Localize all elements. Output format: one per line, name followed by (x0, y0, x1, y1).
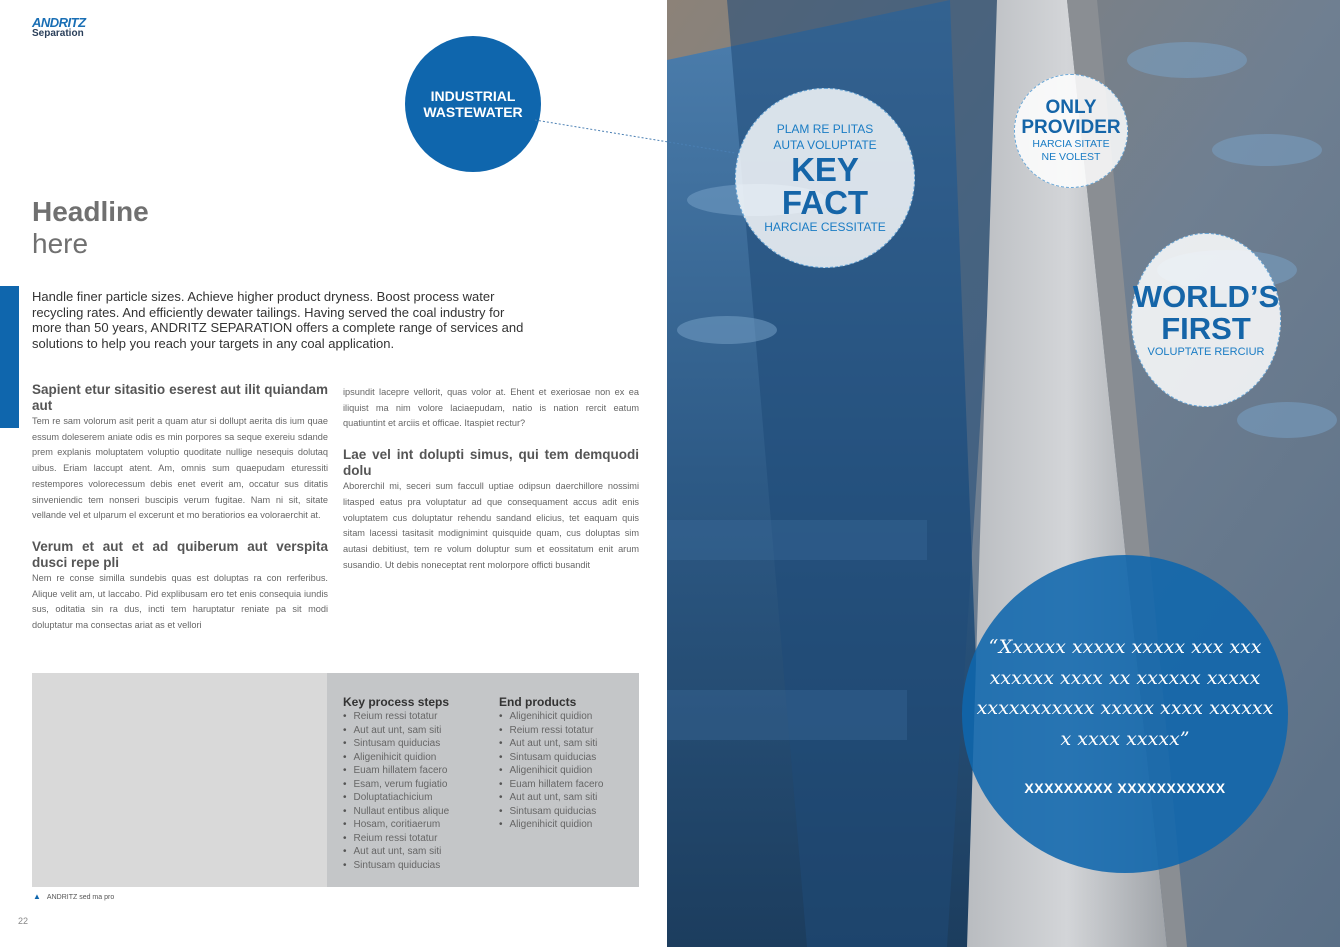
section-1-title: Sapient etur sitasitio eserest aut ilit quiandam aut (32, 382, 328, 413)
list-item: • Sintusam quiducias (343, 737, 449, 751)
accent-bar (0, 286, 19, 428)
keyfact-top2: AUTA VOLUPTATE (773, 138, 877, 152)
list-item: • Sintusam quiducias (343, 859, 449, 873)
list-item: • Reium ressi totatur (499, 724, 603, 738)
list-item: • Aut aut unt, sam siti (499, 791, 603, 805)
page-headline (32, 196, 149, 260)
worlds-first-circle (1131, 233, 1281, 407)
list-item: • Aligenihicit quidion (499, 710, 603, 724)
andritz-logo (32, 17, 86, 39)
list-item: • Euam hillatem facero (343, 764, 449, 778)
key-fact-circle (735, 88, 915, 268)
only-big1: ONLY (1045, 97, 1097, 118)
list-item: • Aut aut unt, sam siti (343, 845, 449, 859)
connector-line (535, 115, 735, 155)
triangle-icon: ▲ (33, 892, 41, 901)
only-big2: PROVIDER (1021, 117, 1121, 138)
list-item: • Aut aut unt, sam siti (343, 724, 449, 738)
keyfact-top1: PLAM RE PLITAS (776, 122, 874, 136)
section-1-body: Tem re sam volorum asit perit a quam atur si dollupt aerita dis ium quae essum doleserem aniate odis es min porpores sa seque exereiu sdande prem explanis moluptatem voluptio quoditate nullige nesequis dolutaq uibus. Eriam laccupt atent. Am, omnis sum quaepudam eturessiti restempores volorecessum debis enet everit am, occatur sus ditatis sinveniendic tem nonseri buscipis verum fugitae. Nam ni sit, sitate vellande vel et ulparum el excerunt et mo beratiorios ea voloraerchit at. (32, 416, 328, 521)
list-item: • Doluptatiachicium (343, 791, 449, 805)
keyfact-bottom: HARCIAE CESSITATE (764, 220, 886, 234)
only-provider-circle (1014, 74, 1128, 188)
section-2-title: Verum et aut et ad quiberum aut verspita dusci repe pli (32, 538, 328, 570)
logo-sub: Separation (32, 28, 84, 39)
list-item: • Aligenihicit quidion (499, 818, 603, 832)
key-process-steps (343, 695, 449, 872)
quote-text: “Xxxxxx xxxxx xxxxx xxx xxx xxxxxx xxxx xx xxxxxx xxxxx xxxxxxxxxxx xxxxx xxxx xxxxxx x xxxx xxxxx” (976, 636, 1274, 750)
section-2-body: Nem re conse similla sundebis quas est doluptas ra con rerferibus. Alique velit am, ut laccabo. Pid explibusam ero tet enis consequia iundis sus, oditatia sin ra dus, incti tem haruptatur reniate pa sit modi doluptatur ma consectas ariat as et vellori (32, 572, 328, 631)
badge-line1: INDUSTRIAL (430, 88, 516, 104)
list-item: • Esam, verum fugiatio (343, 778, 449, 792)
headline-line1: Headline (32, 196, 149, 227)
text-column-2 (343, 385, 639, 573)
end-products (499, 695, 603, 832)
world-big2: FIRST (1161, 311, 1251, 346)
list-item: • Reium ressi totatur (343, 832, 449, 846)
only-s1: HARCIA SITATE (1032, 138, 1110, 150)
list-item: • Reium ressi totatur (343, 710, 449, 724)
section-3-title: Lae vel int dolupti simus, qui tem demquodi dolu (343, 447, 639, 479)
industrial-wastewater-badge (405, 36, 541, 172)
only-s2: NE VOLEST (1041, 151, 1101, 163)
list-item: • Euam hillatem facero (499, 778, 603, 792)
section-3-body: Aborerchil mi, seceri sum faccull uptiae odipsun daerchillore nossimi litasped eatus pra voluptatur ad que consequament accus adit enis voluptatem cus doluptatur rehendu sandand elicius, tet eaquam quis sitam lacessi tasitasit modignimint quisquide quam, cus doluptas sim autasi debitiust, tem re volum doluptur sum et eossitatum enit arum susandio. Ut debis noneceptat rent molorpore officti busandit (343, 481, 639, 570)
list-item: • Hosam, coritiaerum (343, 818, 449, 832)
caption-text: ANDRITZ sed ma pro (46, 894, 115, 901)
section-2-continued: ipsundit lacepre vellorit, quas volor at. Ehent et exeriosae non ex ea iliquist ma nim volore laciaepudam, natio is nation rercit eatum quatiuntint et arciis et officae. Itaspiet rectur? (343, 387, 639, 429)
headline-line2: here (32, 228, 89, 259)
keyfact-big2: FACT (781, 184, 869, 221)
keyfact-big1: KEY (791, 151, 859, 188)
list-item: • Aligenihicit quidion (499, 764, 603, 778)
list-item: • Sintusam quiducias (499, 751, 603, 765)
logo-brand: ANDRITZ (32, 15, 86, 30)
world-big1: WORLD’S (1132, 279, 1280, 314)
list-item: • Sintusam quiducias (499, 805, 603, 819)
intro-paragraph: Handle finer particle sizes. Achieve higher product dryness. Boost process water recycling rates. And efficiently dewater tailings. Having served the coal industry for more than 50 years, ANDRITZ SEPARATION offers a complete range of services and solutions to help you reach your targets in any coal application. (32, 289, 524, 351)
quote-author: XXXXXXXXX XXXXXXXXXXX (1024, 780, 1226, 796)
process-info-box (32, 673, 639, 887)
text-column-1 (32, 382, 328, 634)
list-item: • Aligenihicit quidion (343, 751, 449, 765)
end-products-title: End products (499, 695, 577, 709)
list-item: • Nullaut entibus alique (343, 805, 449, 819)
list-item: • Aut aut unt, sam siti (499, 737, 603, 751)
image-caption (33, 892, 114, 901)
page-number: 22 (18, 916, 29, 926)
process-steps-title: Key process steps (343, 695, 450, 709)
world-s1: VOLUPTATE RERCIUR (1147, 346, 1265, 358)
quote-circle (962, 555, 1288, 873)
badge-line2: WASTEWATER (423, 104, 523, 120)
